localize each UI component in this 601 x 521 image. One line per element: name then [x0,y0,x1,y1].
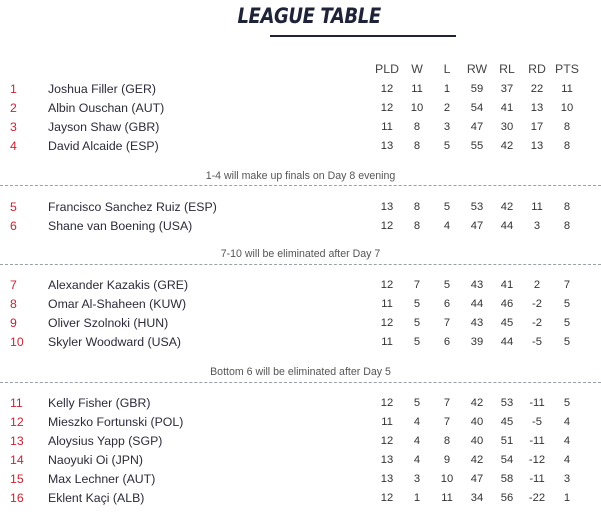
column-header: RW [466,62,488,76]
table-row [0,432,601,451]
stat-cell: 1 [443,83,451,95]
table-row [0,470,601,489]
stat-cell: 12 [380,317,394,329]
stat-cell: 44 [500,220,514,232]
group-divider [0,382,601,383]
player-name: Mieszko Fortunski (POL) [48,415,184,429]
stat-cell: 55 [470,140,484,152]
stat-cell: 8 [413,121,421,133]
rank-number: 3 [10,120,17,134]
rank-number: 10 [10,335,24,349]
stat-cell: 8 [563,140,571,152]
stat-cell: 46 [500,298,514,310]
stat-cell: 8 [413,220,421,232]
stat-cell: -2 [532,298,542,310]
stat-cell: 30 [500,121,514,133]
stat-cell: 8 [413,140,421,152]
stat-cell: 13 [380,454,394,466]
stat-cell: 5 [563,336,571,348]
rank-number: 6 [10,219,17,233]
table-row [0,489,601,508]
stat-cell: -5 [532,336,542,348]
stat-cell: 2 [443,102,451,114]
stat-cell: 37 [500,83,514,95]
stat-cell: 5 [563,317,571,329]
table-row [0,413,601,432]
group-note: 1-4 will make up finals on Day 8 evening [205,170,396,182]
stat-cell: 8 [563,220,571,232]
stat-cell: 40 [470,435,484,447]
player-name: Joshua Filler (GER) [48,82,156,96]
stat-cell: -2 [532,317,542,329]
group-note: Bottom 6 will be eliminated after Day 5 [210,366,391,378]
stat-cell: 7 [413,279,421,291]
rank-number: 1 [10,82,17,96]
stat-cell: -22 [528,492,546,504]
player-name: Omar Al-Shaheen (KUW) [48,297,187,311]
stat-cell: 4 [413,454,421,466]
stat-cell: 6 [443,298,451,310]
stat-cell: -11 [529,435,545,447]
stat-cell: 41 [500,279,514,291]
rank-number: 5 [10,200,17,214]
table-row [0,217,601,236]
stat-cell: 42 [470,397,484,409]
player-name: Francisco Sanchez Ruiz (ESP) [48,200,217,214]
stat-cell: 43 [470,317,484,329]
stat-cell: 7 [443,416,451,428]
stat-cell: 11 [531,201,543,213]
table-row [0,394,601,413]
group-divider [0,185,601,186]
stat-cell: 10 [560,102,574,114]
stat-cell: 11 [381,298,393,310]
table-row [0,314,601,333]
column-header: RL [499,62,515,76]
stat-cell: 59 [470,83,484,95]
rank-number: 8 [10,297,17,311]
stat-cell: 51 [500,435,514,447]
stat-cell: 11 [381,121,393,133]
stat-cell: 11 [411,83,423,95]
title-underline [270,35,456,37]
stat-cell: 4 [563,454,571,466]
stat-cell: 7 [443,397,451,409]
stat-cell: 54 [500,454,514,466]
page-title: LEAGUE TABLE [237,4,381,28]
stat-cell: 54 [470,102,484,114]
table-row [0,118,601,137]
column-header: PLD [375,62,399,76]
stat-cell: 13 [530,140,544,152]
player-name: Skyler Woodward (USA) [48,335,182,349]
stat-cell: 10 [410,102,424,114]
stat-cell: 41 [500,102,514,114]
column-header: PTS [555,62,579,76]
stat-cell: 11 [381,336,393,348]
table-header [0,60,601,79]
player-name: Oliver Szolnoki (HUN) [48,316,169,330]
table-row [0,295,601,314]
stat-cell: 4 [413,435,421,447]
stat-cell: 5 [413,397,421,409]
stat-cell: 9 [443,454,451,466]
stat-cell: 12 [380,397,394,409]
stat-cell: 13 [530,102,544,114]
table-row [0,198,601,217]
group-divider [0,264,601,265]
stat-cell: 5 [443,279,451,291]
stat-cell: 53 [470,201,484,213]
stat-cell: 4 [413,416,421,428]
stat-cell: 5 [443,201,451,213]
stat-cell: 56 [500,492,514,504]
stat-cell: 12 [380,220,394,232]
stat-cell: 12 [380,492,394,504]
rank-number: 4 [10,139,17,153]
stat-cell: 3 [413,473,421,485]
player-name: David Alcaide (ESP) [48,139,159,153]
player-name: Shane van Boening (USA) [48,219,193,233]
stat-cell: 17 [530,121,544,133]
stat-cell: 2 [533,279,541,291]
player-name: Alexander Kazakis (GRE) [48,278,189,292]
player-name: Eklent Kaçi (ALB) [48,491,145,505]
stat-cell: 5 [443,140,451,152]
stat-cell: 1 [563,492,571,504]
rank-number: 2 [10,101,17,115]
stat-cell: -11 [529,397,545,409]
stat-cell: 47 [470,220,484,232]
rank-number: 11 [10,396,23,410]
stat-cell: 12 [380,435,394,447]
stat-cell: 12 [380,83,394,95]
player-name: Naoyuki Oi (JPN) [48,453,143,467]
stat-cell: 13 [380,140,394,152]
player-name: Max Lechner (AUT) [48,472,156,486]
rank-number: 13 [10,434,24,448]
stat-cell: 5 [413,336,421,348]
stat-cell: 13 [380,201,394,213]
stat-cell: 5 [413,317,421,329]
stat-cell: 6 [443,336,451,348]
stat-cell: 40 [470,416,484,428]
player-name: Jayson Shaw (GBR) [48,120,160,134]
rank-number: 7 [10,278,17,292]
stat-cell: 39 [470,336,484,348]
stat-cell: 3 [443,121,451,133]
stat-cell: 7 [443,317,451,329]
stat-cell: 47 [470,473,484,485]
stat-cell: 58 [500,473,514,485]
stat-cell: 45 [500,416,514,428]
stat-cell: 42 [500,201,514,213]
column-header: L [443,62,451,76]
stat-cell: 5 [563,298,571,310]
stat-cell: 3 [533,220,541,232]
stat-cell: 53 [500,397,514,409]
rank-number: 9 [10,316,17,330]
stat-cell: 45 [500,317,514,329]
column-header: RD [528,62,546,76]
stat-cell: -11 [529,473,545,485]
table-row [0,80,601,99]
stat-cell: 22 [530,83,544,95]
player-name: Aloysius Yapp (SGP) [48,434,163,448]
stat-cell: 8 [563,201,571,213]
stat-cell: -5 [532,416,542,428]
stat-cell: 12 [380,279,394,291]
stat-cell: 7 [563,279,571,291]
rank-number: 16 [10,491,24,505]
stat-cell: 10 [440,473,454,485]
stat-cell: 42 [470,454,484,466]
stat-cell: 5 [563,397,571,409]
table-row [0,99,601,118]
table-row [0,276,601,295]
stat-cell: 1 [413,492,421,504]
stat-cell: 8 [563,121,571,133]
table-row [0,451,601,470]
stat-cell: 3 [563,473,571,485]
player-name: Kelly Fisher (GBR) [48,396,151,410]
stat-cell: 44 [470,298,484,310]
stat-cell: 44 [500,336,514,348]
group-note: 7-10 will be eliminated after Day 7 [220,248,381,260]
stat-cell: 12 [380,102,394,114]
rank-number: 14 [10,453,24,467]
stat-cell: 4 [563,416,571,428]
stat-cell: 47 [470,121,484,133]
player-name: Albin Ouschan (AUT) [48,101,165,115]
rank-number: 15 [10,472,24,486]
table-row [0,333,601,352]
stat-cell: 4 [443,220,451,232]
stat-cell: 11 [381,416,393,428]
stat-cell: 11 [561,83,573,95]
stat-cell: 5 [413,298,421,310]
stat-cell: 13 [380,473,394,485]
stat-cell: 11 [441,492,453,504]
rank-number: 12 [10,415,24,429]
stat-cell: 42 [500,140,514,152]
stat-cell: 8 [413,201,421,213]
stat-cell: -12 [528,454,546,466]
table-row [0,137,601,156]
stat-cell: 4 [563,435,571,447]
stat-cell: 43 [470,279,484,291]
stat-cell: 34 [470,492,484,504]
column-header: W [411,62,423,76]
stat-cell: 8 [443,435,451,447]
